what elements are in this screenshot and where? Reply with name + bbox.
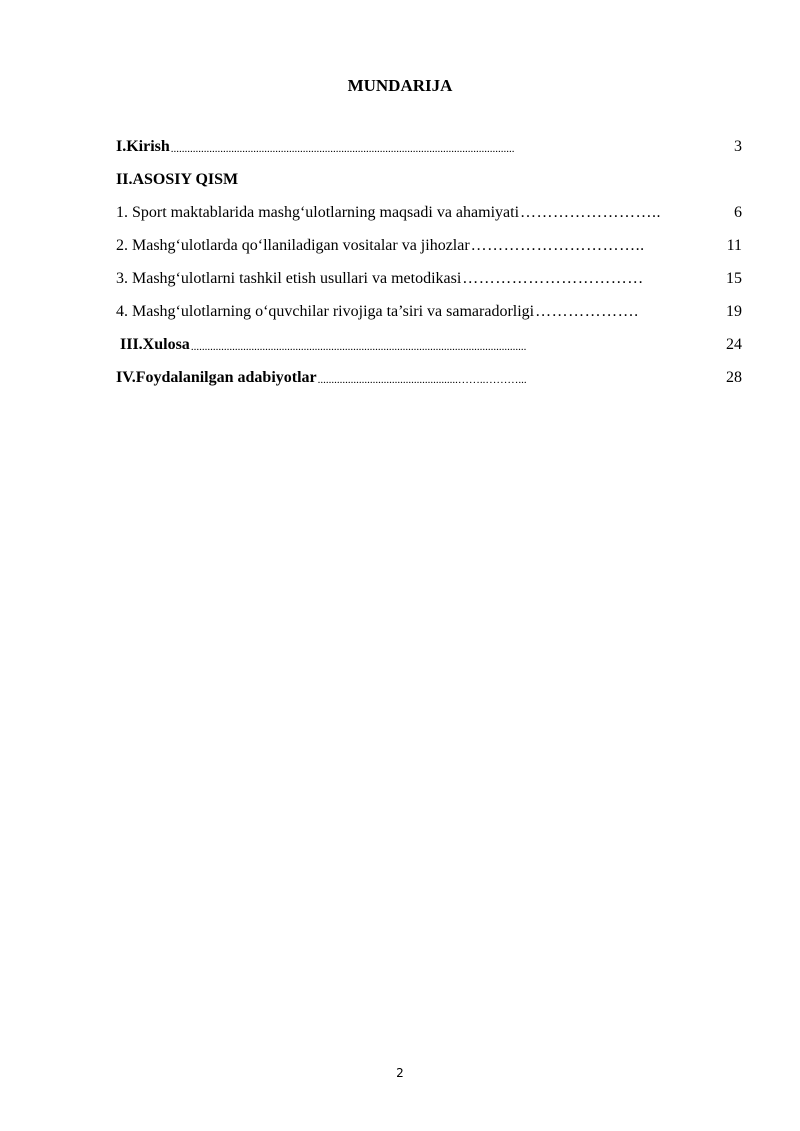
toc-page-number: 24	[726, 335, 742, 353]
page-title: MUNDARIJA	[347, 76, 453, 95]
toc-entry-intro[interactable]	[116, 130, 742, 163]
toc-leader-dots: ...................................................……..………...	[317, 374, 527, 386]
page-number: 2	[396, 1066, 404, 1080]
toc-entry-title: IV.Foydalanilgan adabiyotlar	[116, 368, 317, 386]
toc-entry-title: 2. Mashg‘ulotlarda qo‘llaniladigan vositalar va jihozlar	[116, 236, 470, 254]
toc-entry-item-2[interactable]	[116, 229, 742, 262]
toc-leader-dots: ..........................................................................................................................	[190, 341, 527, 353]
toc-entry-title: 3. Mashg‘ulotlarni tashkil etish usullari va metodikasi	[116, 269, 462, 287]
toc-leader-dots: ……………………………	[462, 269, 644, 287]
toc-entry-references[interactable]	[116, 361, 742, 394]
toc-entry-item-4[interactable]	[116, 295, 742, 328]
toc-page-number: 15	[726, 269, 742, 287]
toc-page-number: 19	[726, 302, 742, 320]
toc-page-number: 28	[726, 368, 742, 386]
toc-leader-dots: ……………….	[535, 302, 639, 320]
toc-entry-item-3[interactable]	[116, 262, 742, 295]
toc-entry-title: III.Xulosa	[120, 335, 190, 353]
toc-leader-dots: .............................................................................................................................	[170, 143, 515, 155]
toc-leader-dots: ……………………..	[520, 203, 662, 221]
toc-entry-title: 1. Sport maktablarida mashg‘ulotlarning maqsadi va ahamiyati	[116, 203, 520, 221]
toc-page-number: 11	[726, 236, 742, 254]
toc-page-number: 6	[734, 203, 742, 221]
toc-entry-conclusion[interactable]	[116, 328, 742, 361]
toc-entry-title: 4. Mashg‘ulotlarning o‘quvchilar rivojiga ta’siri va samaradorligi	[116, 302, 535, 320]
toc-section-heading: II.ASOSIY QISM	[116, 170, 239, 188]
table-of-contents	[116, 130, 742, 394]
toc-page-number: 3	[734, 137, 742, 155]
toc-entry-title: I.Kirish	[116, 137, 170, 155]
toc-leader-dots: …………………………..	[470, 236, 645, 254]
toc-entry-item-1[interactable]	[116, 196, 742, 229]
